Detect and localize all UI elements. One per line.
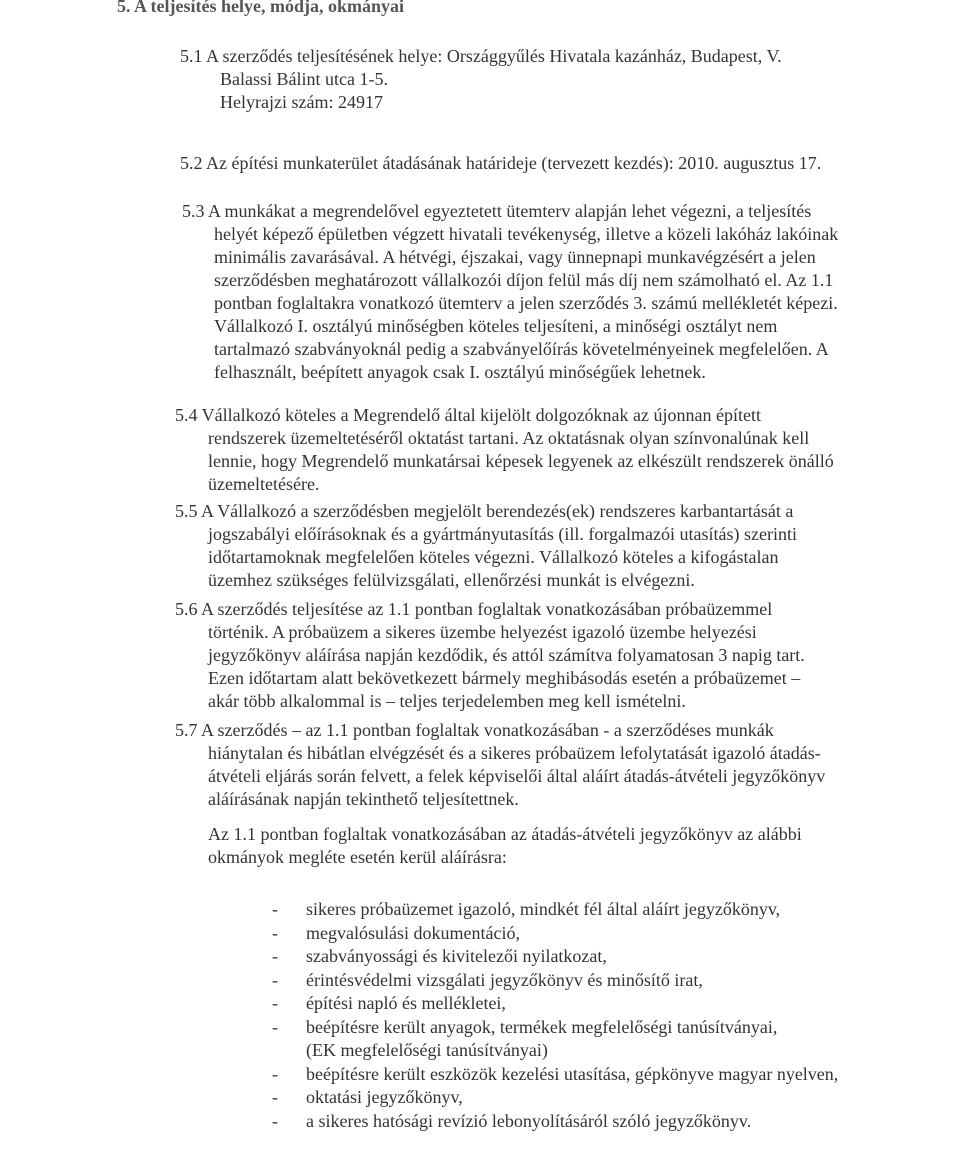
list-item-text: beépítésre került eszközök kezelési utasítása, gépkönyve magyar nyelven,	[306, 1063, 839, 1084]
list-item	[272, 1110, 838, 1134]
text-line: 5.7 A szerződés – az 1.1 pontban foglaltak vonatkozásában - a szerződéses munkák	[175, 720, 774, 740]
list-item-text: szabványossági és kivitelezői nyilatkozat,	[306, 946, 607, 966]
text-line: Ezen időtartam alatt bekövetkezett bármely meghibásodás esetén a próbaüzemet –	[208, 668, 801, 688]
text-line: rendszerek üzemeltetéséről oktatást tartani. Az oktatásnak olyan színvonalúnak kell	[208, 428, 810, 448]
list-item-text: építési napló és mellékletei,	[306, 993, 506, 1013]
list-dash: -	[272, 1087, 278, 1107]
text-line: 5.1 A szerződés teljesítésének helye: Országgyűlés Hivatala kazánház, Budapest, V.	[180, 46, 782, 66]
text-line: 5.5 A Vállalkozó a szerződésben megjelölt berendezés(ek) rendszeres karbantartását a	[175, 501, 794, 521]
text-line: átvételi eljárás során felvett, a felek képviselői által aláírt átadás-átvételi jegyzőkönyv	[208, 766, 826, 786]
list-item	[272, 945, 838, 969]
list-dash: -	[272, 899, 278, 919]
text-line: 5.2 Az építési munkaterület átadásának határideje (tervezett kezdés): 2010. augusztus 17.	[180, 153, 822, 173]
text-line: történik. A próbaüzem a sikeres üzembe helyezést igazoló üzembe helyezési	[208, 622, 757, 642]
text-line: Az 1.1 pontban foglaltak vonatkozásában az átadás-átvételi jegyzőkönyv az alábbi	[208, 824, 802, 844]
text-line: Vállalkozó I. osztályú minőségben köteles teljesíteni, a minőségi osztályt nem	[214, 316, 778, 336]
section-5-2	[180, 152, 960, 175]
section-5-6	[175, 598, 955, 713]
text-line: 5.3 A munkákat a megrendelővel egyeztetett ütemterv alapján lehet végezni, a teljesítés	[182, 201, 812, 221]
list-dash: -	[272, 1063, 278, 1084]
text-line: hiánytalan és hibátlan elvégzését és a sikeres próbaüzem lefolytatását igazoló átadás-	[208, 743, 821, 763]
list-item	[272, 898, 838, 922]
section-heading: 5. A teljesítés helye, módja, okmányai	[117, 0, 404, 16]
list-item	[272, 969, 838, 993]
section-5-1	[180, 45, 960, 114]
text-line: szerződésben meghatározott vállalkozói díjon felül más díj nem számolható el. Az 1.1	[214, 270, 834, 290]
list-item	[272, 1016, 838, 1063]
section-5-7	[175, 719, 955, 811]
list-item-text: oktatási jegyzőkönyv,	[306, 1087, 463, 1107]
text-line: üzemeltetésére.	[208, 474, 320, 494]
list-dash: -	[272, 946, 278, 966]
document-list	[272, 898, 838, 1133]
text-line: minimális zavarásával. A hétvégi, éjszakai, vagy ünnepnapi munkavégzésért a jelen	[214, 247, 816, 267]
text-line: felhasznált, beépített anyagok csak I. osztályú minőségűek lehetnek.	[214, 362, 706, 382]
text-line: üzemhez szükséges felülvizsgálati, ellenőrzési munkát is elvégezni.	[208, 570, 695, 590]
text-line: okmányok megléte esetén kerül aláírásra:	[208, 847, 507, 867]
text-line: tartalmazó szabványoknál pedig a szabványelőírás követelményeinek megfelelően. A	[214, 339, 829, 359]
list-item-text: megvalósulási dokumentáció,	[306, 922, 520, 943]
section-5-5	[175, 500, 955, 592]
text-line: jegyzőkönyv aláírása napján kezdődik, és attól számítva folyamatosan 3 napig tart.	[208, 645, 805, 665]
list-item-text: beépítésre került anyagok, termékek megfelelőségi tanúsítványai,	[306, 1016, 778, 1037]
list-dash: -	[272, 1110, 278, 1131]
text-line: 5.6 A szerződés teljesítése az 1.1 pontban foglaltak vonatkozásában próbaüzemmel	[175, 599, 773, 619]
text-line: Balassi Bálint utca 1-5.	[220, 69, 388, 89]
list-dash: -	[272, 969, 278, 990]
section-5-4	[175, 404, 955, 496]
text-line: 5.4 Vállalkozó köteles a Megrendelő által kijelölt dolgozóknak az újonnan épített	[175, 405, 761, 425]
list-item	[272, 1086, 838, 1110]
text-line: akár több alkalommal is – teljes terjedelemben meg kell ismételni.	[208, 691, 686, 711]
list-item-text-continued: (EK megfelelőségi tanúsítványai)	[306, 1040, 548, 1060]
list-item-text: sikeres próbaüzemet igazoló, mindkét fél által aláírt jegyzőkönyv,	[306, 899, 781, 919]
text-line: aláírásának napján tekinthető teljesítettnek.	[208, 789, 519, 809]
list-dash: -	[272, 1016, 278, 1037]
list-dash: -	[272, 993, 278, 1013]
text-line: időtartamoknak megfelelően köteles végezni. Vállalkozó köteles a kifogástalan	[208, 547, 779, 567]
list-item	[272, 922, 838, 946]
text-line: Helyrajzi szám: 24917	[220, 92, 383, 112]
list-item	[272, 1063, 838, 1087]
list-item-text: érintésvédelmi vizsgálati jegyzőkönyv és minősítő irat,	[306, 969, 703, 990]
text-line: helyét képező épületben végzett hivatali tevékenység, illetve a közeli lakóház lakóinak	[214, 224, 839, 244]
section-5-3	[182, 200, 957, 384]
text-line: jogszabályi előírásoknak és a gyártmányutasítás (ill. forgalmazói utasítás) szerinti	[208, 524, 797, 544]
text-line: lennie, hogy Megrendelő munkatársai képesek legyenek az elkészült rendszerek önálló	[208, 451, 834, 471]
list-item-text: a sikeres hatósági revízió lebonyolításáról szóló jegyzőkönyv.	[306, 1110, 752, 1131]
section-5-7-continuation	[208, 823, 958, 869]
list-dash: -	[272, 922, 278, 943]
list-item	[272, 992, 838, 1016]
text-line: pontban foglaltakra vonatkozó ütemterv a jelen szerződés 3. számú mellékletét képezi.	[214, 293, 838, 313]
